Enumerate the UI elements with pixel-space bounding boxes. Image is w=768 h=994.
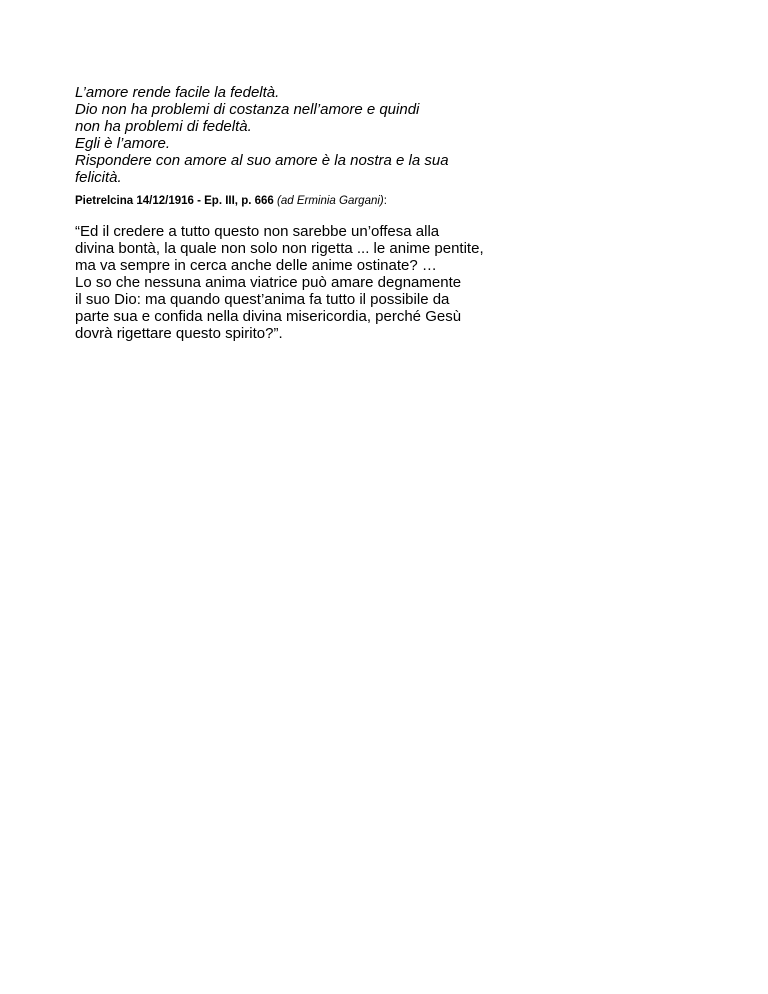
quote-line: il suo Dio: ma quando quest’anima fa tutto il possibile da	[75, 291, 450, 308]
intro-line: non ha problemi di fedeltà.	[75, 118, 252, 135]
quote-paragraph	[75, 223, 695, 342]
intro-line: Rispondere con amore al suo amore è la nostra e la sua	[75, 152, 449, 169]
quote-line: divina bontà, la quale non solo non rigetta ... le anime pentite,	[75, 240, 484, 257]
intro-line: Dio non ha problemi di costanza nell’amore e quindi	[75, 101, 420, 118]
source-recipient: (ad Erminia Gargani)	[277, 195, 384, 207]
source-citation	[75, 194, 695, 208]
intro-line: L’amore rende facile la fedeltà.	[75, 84, 280, 101]
quote-line: Lo so che nessuna anima viatrice può amare degnamente	[75, 274, 462, 291]
source-reference: Pietrelcina 14/12/1916 - Ep. III, p. 666	[75, 195, 274, 207]
quote-line: ma va sempre in cerca anche delle anime ostinate? …	[75, 257, 437, 274]
quote-line: “Ed il credere a tutto questo non sarebbe un’offesa alla	[75, 223, 440, 240]
quote-line: parte sua e confida nella divina misericordia, perché Gesù	[75, 308, 462, 325]
intro-line: Egli è l’amore.	[75, 135, 171, 152]
intro-paragraph	[75, 84, 695, 186]
quote-line: dovrà rigettare questo spirito?”.	[75, 325, 283, 342]
source-colon: :	[383, 195, 387, 207]
intro-line: felicità.	[75, 169, 122, 186]
